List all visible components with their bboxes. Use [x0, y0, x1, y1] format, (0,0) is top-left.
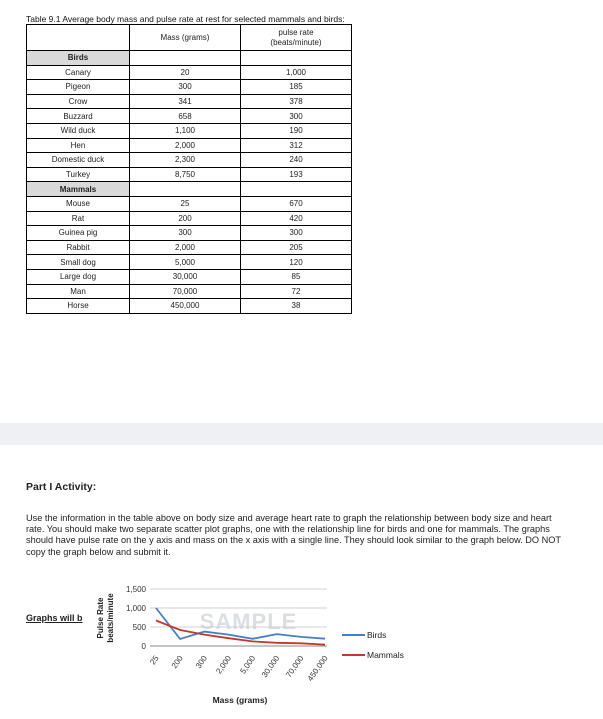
animal-name: Rat — [27, 211, 130, 226]
group-empty-cell — [241, 182, 352, 197]
mass-pulse-table — [26, 24, 352, 314]
animal-name: Pigeon — [27, 80, 130, 95]
pulse-value: 378 — [241, 94, 352, 109]
animal-name: Domestic duck — [27, 153, 130, 168]
table-row — [27, 240, 352, 255]
group-label: Mammals — [27, 182, 130, 197]
mass-value: 200 — [130, 211, 241, 226]
x-tick-label: 2,000 — [214, 653, 234, 676]
table-row — [27, 269, 352, 284]
pulse-value: 420 — [241, 211, 352, 226]
animal-name: Wild duck — [27, 123, 130, 138]
table-row — [27, 123, 352, 138]
x-axis-label: Mass (grams) — [212, 695, 268, 705]
group-empty-cell — [130, 182, 241, 197]
animal-name: Hen — [27, 138, 130, 153]
mass-value: 450,000 — [130, 299, 241, 314]
animal-name: Man — [27, 284, 130, 299]
activity-title: Part I Activity: — [26, 481, 97, 493]
mammals-group-row — [27, 182, 352, 197]
pulse-value: 1,000 — [241, 65, 352, 80]
animal-name: Horse — [27, 299, 130, 314]
mass-value: 70,000 — [130, 284, 241, 299]
table-row — [27, 138, 352, 153]
table-row — [27, 196, 352, 211]
table-row — [27, 109, 352, 124]
table-row — [27, 299, 352, 314]
y-tick-label: 1,500 — [125, 585, 146, 594]
pulse-value: 185 — [241, 80, 352, 95]
legend-label-birds: Birds — [367, 630, 387, 640]
header-pulse-line2: (beats/minute) — [270, 37, 322, 47]
header-pulse-line1: pulse rate — [278, 27, 314, 37]
table-header-row — [27, 25, 352, 51]
mass-value: 2,300 — [130, 153, 241, 168]
y-axis-label-line1: Pulse Rate — [96, 597, 105, 639]
pulse-value: 85 — [241, 269, 352, 284]
x-tick-label: 300 — [193, 653, 209, 671]
table-row — [27, 80, 352, 95]
header-pulse — [241, 25, 352, 51]
page-gap — [0, 423, 603, 445]
legend-label-mammals: Mammals — [367, 650, 404, 660]
y-axis-label-line2: beats/minute — [106, 593, 115, 643]
mass-value: 20 — [130, 65, 241, 80]
pulse-value: 300 — [241, 109, 352, 124]
animal-name: Small dog — [27, 255, 130, 270]
table-row — [27, 211, 352, 226]
animal-name: Canary — [27, 65, 130, 80]
mass-value: 8,750 — [130, 167, 241, 182]
pulse-value: 205 — [241, 240, 352, 255]
animal-name: Buzzard — [27, 109, 130, 124]
x-tick-label: 70,000 — [284, 653, 306, 680]
x-tick-label: 5,000 — [238, 653, 258, 676]
animal-name: Mouse — [27, 196, 130, 211]
table-row — [27, 255, 352, 270]
mass-value: 2,000 — [130, 138, 241, 153]
header-mass: Mass (grams) — [130, 25, 241, 51]
pulse-value: 300 — [241, 226, 352, 241]
pulse-value: 120 — [241, 255, 352, 270]
table-row — [27, 226, 352, 241]
group-label: Birds — [27, 51, 130, 66]
group-empty-cell — [241, 51, 352, 66]
pulse-value: 72 — [241, 284, 352, 299]
pulse-value: 240 — [241, 153, 352, 168]
table-row — [27, 65, 352, 80]
birds-group-row — [27, 51, 352, 66]
x-tick-label: 450,000 — [305, 653, 330, 683]
activity-instructions: Use the information in the table above on body size and average heart rate to graph the relationship between body size and heart rate. You should make two separate scatter plot graphs, one with the relationship line for birds and one for mammals. The graphs should have pulse rate on the y axis and mass on the x axis with a single line. They should look similar to the graph below. DO NOT copy the graph below and submit it. — [26, 513, 561, 557]
y-tick-label: 0 — [141, 642, 146, 651]
pulse-value: 193 — [241, 167, 352, 182]
pulse-value: 670 — [241, 196, 352, 211]
mass-value: 25 — [130, 196, 241, 211]
pulse-value: 190 — [241, 123, 352, 138]
animal-name: Large dog — [27, 269, 130, 284]
animal-name: Turkey — [27, 167, 130, 182]
table-row — [27, 94, 352, 109]
animal-name: Rabbit — [27, 240, 130, 255]
mass-value: 1,100 — [130, 123, 241, 138]
mass-value: 341 — [130, 94, 241, 109]
pulse-value: 312 — [241, 138, 352, 153]
x-tick-label: 25 — [148, 653, 161, 667]
header-empty-cell — [27, 25, 130, 51]
sample-watermark: SAMPLE — [199, 609, 298, 634]
x-tick-label: 200 — [169, 653, 185, 671]
table-caption: Table 9.1 Average body mass and pulse rate at rest for selected mammals and birds: — [26, 14, 345, 24]
pulse-value: 38 — [241, 299, 352, 314]
table-row — [27, 153, 352, 168]
mass-value: 658 — [130, 109, 241, 124]
table-row — [27, 284, 352, 299]
mass-value: 300 — [130, 226, 241, 241]
animal-name: Guinea pig — [27, 226, 130, 241]
mass-value: 30,000 — [130, 269, 241, 284]
activity-page — [0, 445, 603, 719]
group-empty-cell — [130, 51, 241, 66]
mass-value: 2,000 — [130, 240, 241, 255]
animal-name: Crow — [27, 94, 130, 109]
sample-chart — [80, 575, 440, 715]
mass-value: 300 — [130, 80, 241, 95]
x-tick-label: 30,000 — [259, 653, 282, 680]
y-tick-label: 1,000 — [125, 604, 146, 613]
mass-value: 5,000 — [130, 255, 241, 270]
graphs-label: Graphs will b — [26, 613, 83, 623]
y-tick-label: 500 — [132, 623, 146, 632]
table-row — [27, 167, 352, 182]
